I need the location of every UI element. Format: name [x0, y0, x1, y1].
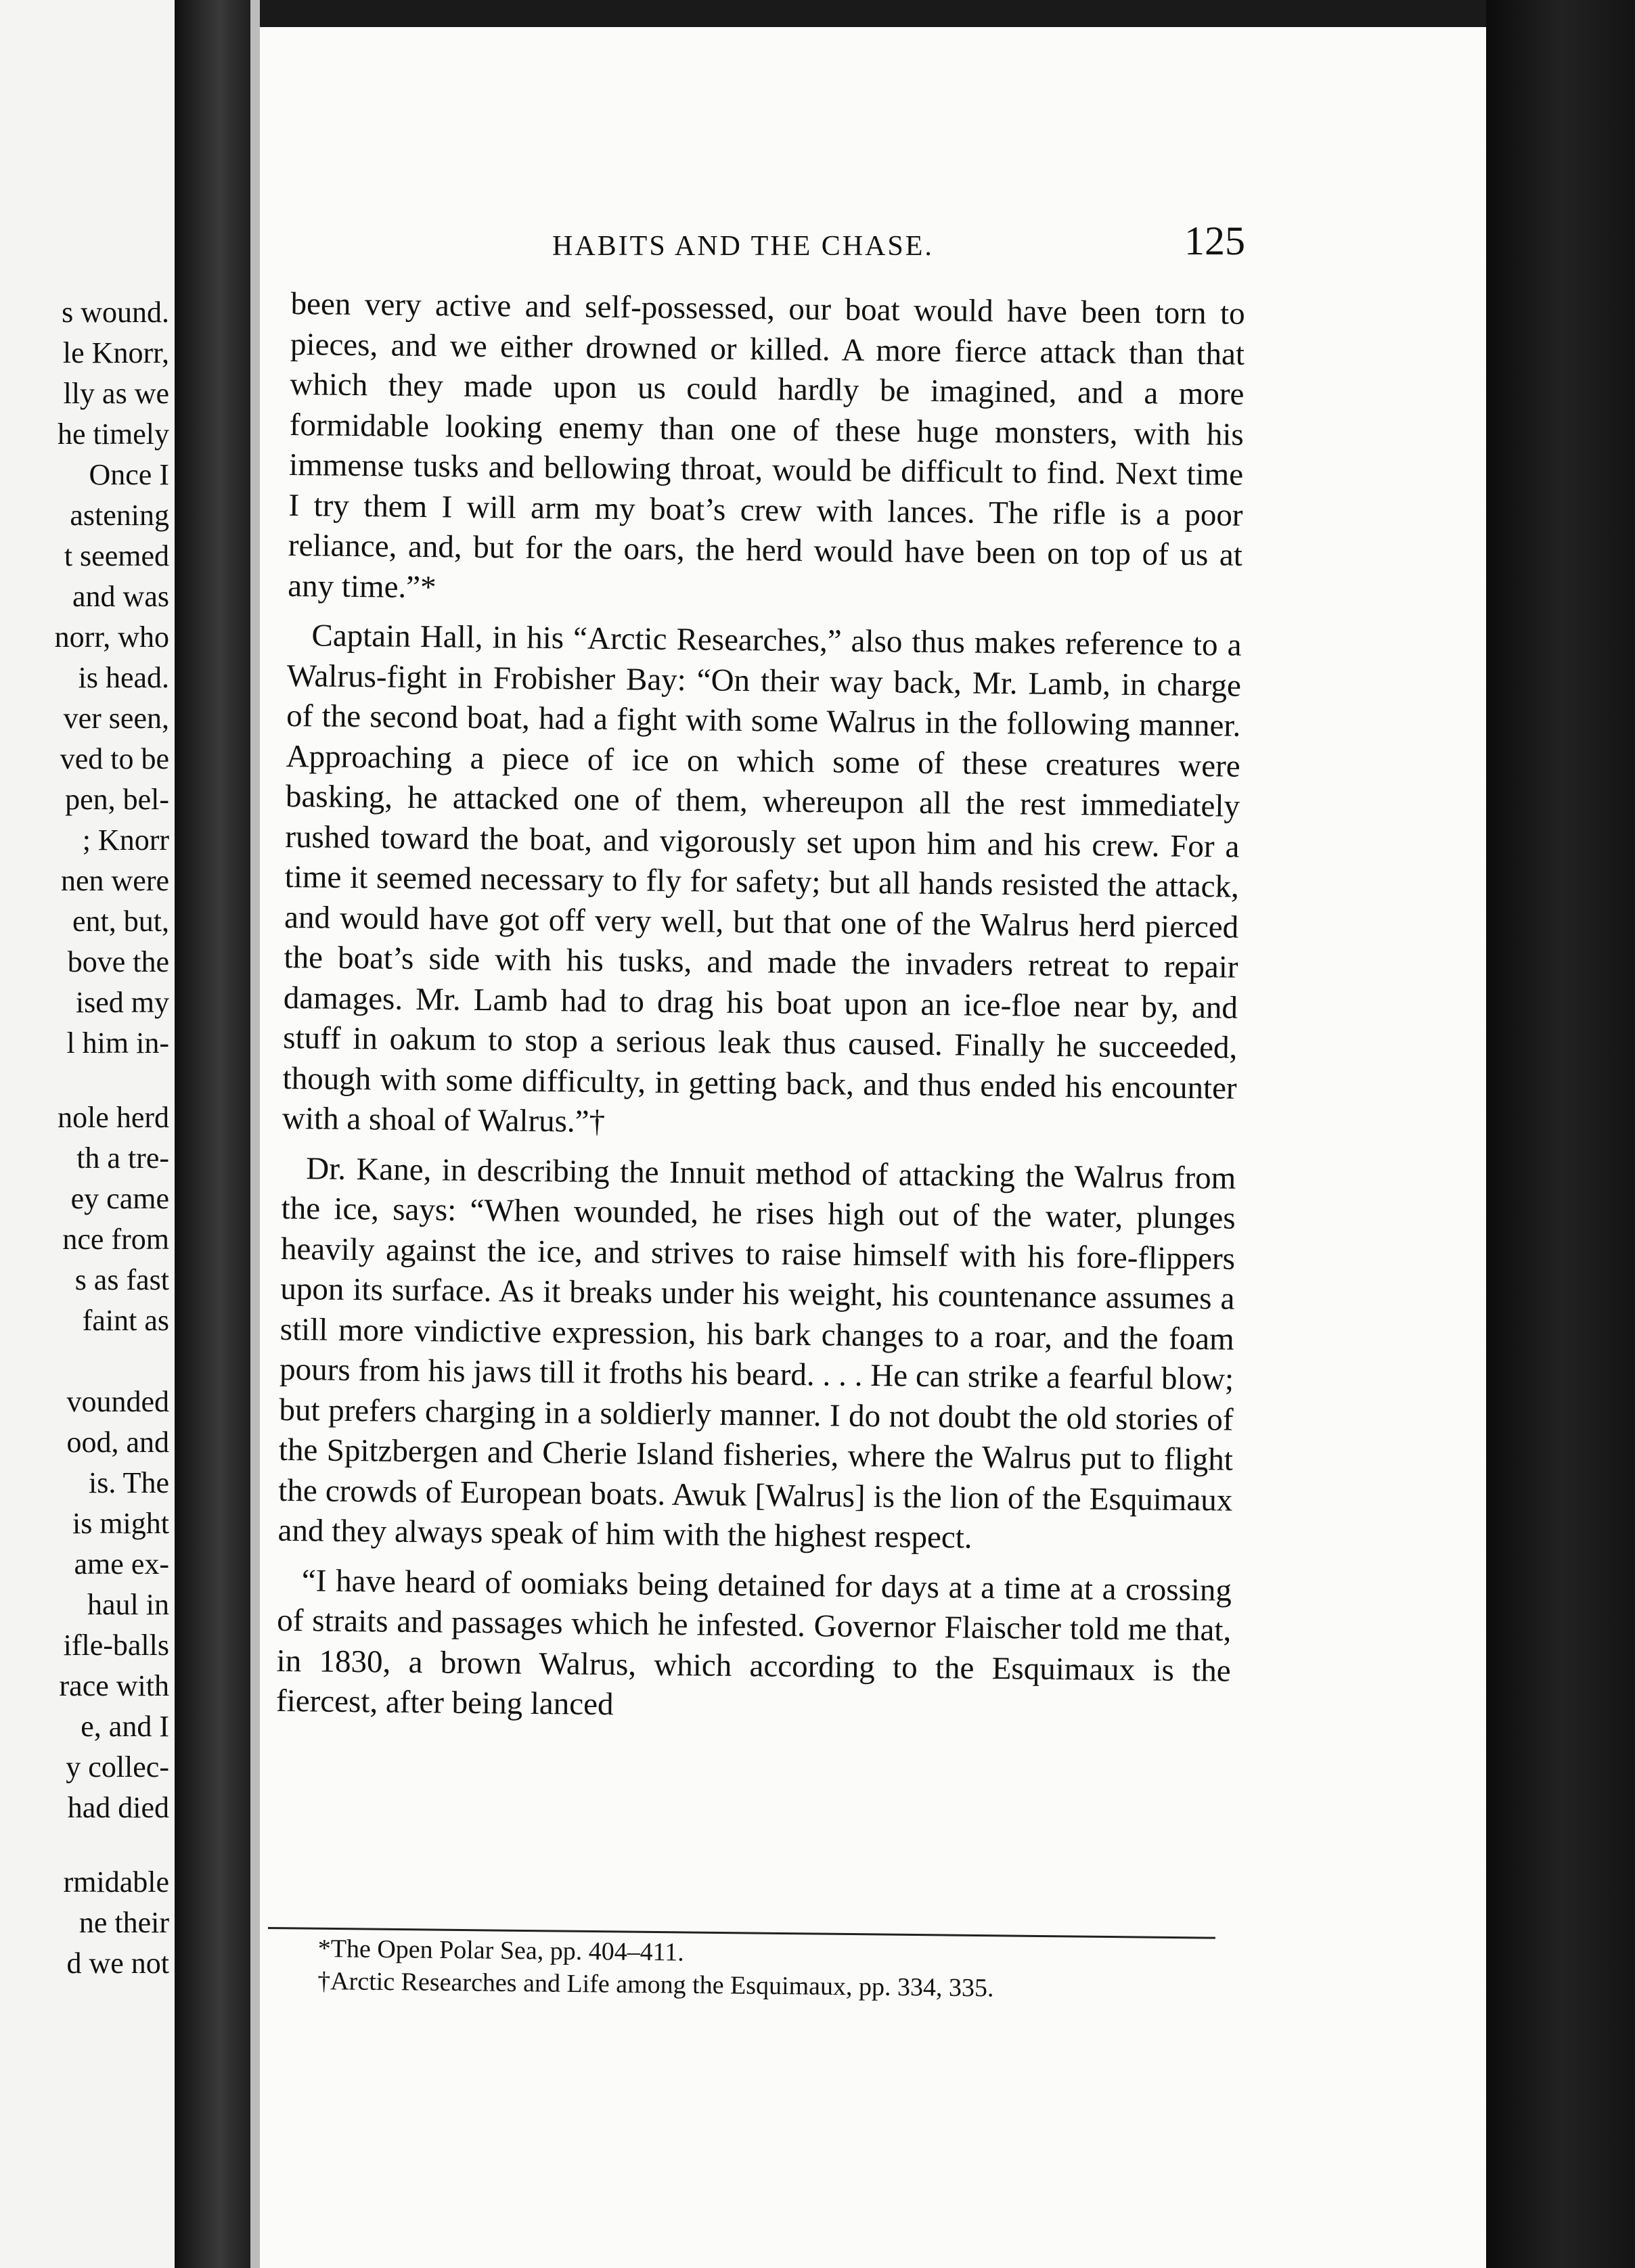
facing-page-line: le Knorr,: [62, 336, 169, 369]
facing-page-line: ver seen,: [63, 702, 169, 735]
facing-page-line: ent, but,: [72, 905, 169, 938]
facing-page-line: d we not: [66, 1947, 169, 1980]
body-text: [276, 284, 1245, 1741]
facing-page-line: nce from: [62, 1223, 169, 1256]
facing-page-line: Once I: [89, 458, 169, 491]
running-title: HABITS AND THE CHASE.: [552, 231, 934, 262]
facing-page-line: l him in-: [66, 1026, 169, 1060]
running-head: [291, 218, 1245, 272]
facing-page-line: bove the: [67, 945, 169, 978]
paragraph-hall: Captain Hall, in his “Arctic Researches,” also thus makes reference to a Walrus-fight in Frobisher Bay: “On their way back, Mr. Lamb, in charge of the second boat, had a fight with some Walrus in the following manner. Approaching a piece of ice on which some of these creatures were basking, he attacked one of them, whereupon all the rest immediately rushed toward the boat, and vigorously set upon him and his crew. For a time it seemed necessary to fly for safety; but all hands resisted the attack, and would have got off very well, but that one of the Walrus herd pierced the boat’s side with his tusks, and made the invaders retreat to repair damages. Mr. Lamb had to drag his boat upon an ice-floe near by, and stuff in oakum to stop a serious leak thus caused. Finally he succeeded, though with some difficulty, in getting back, and thus ended his encounter with a shoal of Walrus.”†: [282, 618, 1242, 1139]
paragraph-kane: Dr. Kane, in describing the Innuit method of attacking the Walrus from the ice, says: “When wounded, he rises high out of the water, plunges heavily against the ice, and strives to raise himself with his fore-flippers upon its surface. As it breaks under his weight, his countenance assumes a still more vindictive expression, his bark changes to a roar, and the foam pours from his jaws till it froths his beard. . . . He can strike a fearful blow; but prefers charging in a soldierly manner. I do not doubt the old stories of the Spitzbergen and Cherie Island fisheries, where the Walrus put to flight the crowds of European boats. Awuk [Walrus] is the lion of the Esquimaux and they always speak of him with the highest respect.: [277, 1150, 1236, 1556]
facing-page-line: ised my: [75, 986, 169, 1019]
facing-page-line: had died: [67, 1791, 169, 1824]
facing-page-line: and was: [72, 580, 169, 613]
facing-page-line: e, and I: [81, 1710, 169, 1743]
footnote-2: †Arctic Researches and Life among the Esquimaux, pp. 334, 335.: [317, 1966, 994, 2003]
facing-page-line: pen, bel-: [65, 783, 169, 816]
page-number: 125: [1184, 219, 1245, 263]
footnotes: [317, 1932, 1266, 2008]
facing-page-line: y collec-: [66, 1750, 169, 1784]
facing-page-line: nen were: [60, 864, 169, 897]
scan-background-right: [1486, 0, 1635, 2268]
facing-page-line: ey came: [70, 1182, 169, 1215]
facing-page-line: nole herd: [58, 1101, 169, 1134]
facing-page-line: norr, who: [54, 620, 169, 654]
facing-page-line: ifle-balls: [63, 1629, 169, 1662]
paragraph-continuation: been very active and self-possessed, our boat would have been torn to pieces, and we either drowned or killed. A more fierce attack than that which they made upon us could hardly be imagined, and a more formidable looking enemy than one of these huge monsters, with his immense tusks and bellowing throat, would be difficult to find. Next time I try them I will arm my boat’s crew with lances. The rifle is a poor reliance, and, but for the oars, the herd would have been on top of us at any time.”*: [288, 286, 1245, 605]
facing-page-fragment: [0, 0, 175, 2268]
facing-page-line: ame ex-: [74, 1547, 169, 1581]
facing-page-line: s as fast: [74, 1263, 169, 1296]
facing-page-line: is. The: [89, 1466, 169, 1499]
facing-page-line: vounded: [66, 1385, 169, 1418]
facing-page-line: faint as: [82, 1304, 169, 1337]
facing-page-line: is might: [72, 1507, 169, 1540]
facing-page-line: he timely: [58, 417, 169, 451]
footnote-1: *The Open Polar Sea, pp. 404–411.: [317, 1934, 685, 1967]
paragraph-oomiaks: “I have heard of oomiaks being detained for days at a time at a crossing of straits and passages which he infested. Governor Flaischer told me that, in 1830, a brown Walrus, which according to the Esquimaux is the fiercest, after being lanced: [275, 1562, 1232, 1723]
facing-page-line: ood, and: [66, 1426, 169, 1459]
facing-page-line: haul in: [87, 1588, 169, 1621]
facing-page-line: ; Knorr: [82, 823, 169, 857]
facing-page-line: astening: [70, 499, 169, 532]
book-gutter-edge: [250, 0, 260, 2268]
facing-page-line: lly as we: [63, 377, 169, 410]
facing-page-line: t seemed: [64, 539, 169, 572]
facing-page-line: rmidable: [63, 1865, 169, 1899]
facing-page-line: s wound.: [62, 296, 169, 329]
facing-page-line: ne their: [79, 1906, 169, 1939]
book-gutter-shadow: [175, 0, 250, 2268]
facing-page-line: ved to be: [60, 742, 169, 775]
facing-page-line: is head.: [78, 661, 169, 694]
facing-page-line: th a tre-: [76, 1141, 169, 1175]
facing-page-line: race with: [59, 1669, 169, 1702]
